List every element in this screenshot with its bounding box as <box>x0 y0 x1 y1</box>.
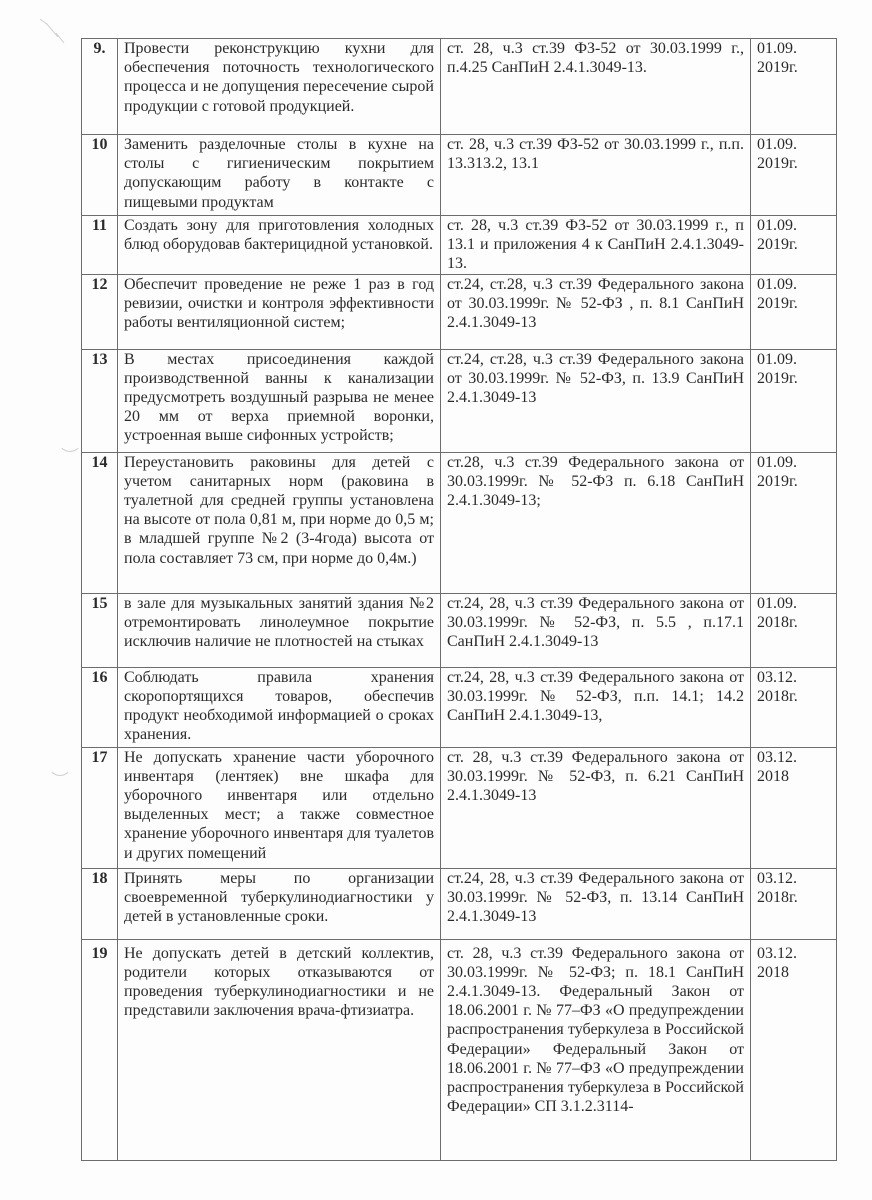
row-number: 15 <box>82 593 118 667</box>
deadline-cell: 01.09. 2019г. <box>751 349 837 452</box>
row-number: 19 <box>82 939 118 1160</box>
row-number: 9. <box>82 39 118 135</box>
action-cell: Переустановить раковины для детей с учетом санитарных норм (раковина в туалетной для средней группы установлена на высоте от пола 0,81 м, при норме до 0,5 м; в младшей группе №2 (3-4года) высота от пола составляет 73 см, при норме до 0,4м.) <box>118 452 441 593</box>
deadline-cell: 01.09. 2019г. <box>751 452 837 593</box>
action-cell: Соблюдать правила хранения скоропортящихся товаров, обеспечив продукт необходимой информацией о сроках хранения. <box>118 667 441 747</box>
action-cell: Заменить разделочные столы в кухне на столы с гигиеническим покрытием допускающим работу в контакте с пищевыми продуктам <box>118 135 441 216</box>
row-number: 12 <box>82 274 118 349</box>
row-number: 17 <box>82 747 118 868</box>
legal-basis-cell: ст.24, 28, ч.3 ст.39 Федерального закона от 30.03.1999г. № 52-ФЗ, п. 5.5 , п.17.1 СанПиН 2.4.1.3049-13 <box>441 593 751 667</box>
legal-basis-cell: ст.24, ст.28, ч.3 ст.39 Федерального закона от 30.03.1999г. № 52-ФЗ , п. 8.1 СанПиН 2.4.1.3049-13 <box>441 274 751 349</box>
table-row <box>82 593 837 667</box>
action-cell: Создать зону для приготовления холодных блюд оборудовав бактерицидной установкой. <box>118 216 441 275</box>
action-cell: Принять меры по организации своевременной туберкулинодиагностики у детей в установленные сроки. <box>118 868 441 939</box>
legal-basis-cell: ст. 28, ч.3 ст.39 ФЗ-52 от 30.03.1999 г., п 13.1 и приложения 4 к СанПиН 2.4.1.3049-13. <box>441 216 751 275</box>
deadline-cell: 03.12. 2018 <box>751 939 837 1160</box>
table-row <box>82 747 837 868</box>
table-row <box>82 452 837 593</box>
row-number: 16 <box>82 667 118 747</box>
action-cell: Не допускать хранение части уборочного инвентаря (лентяек) вне шкафа для уборочного инвентаря или отдельно выделенных мест; а также совместное хранение уборочного инвентаря для туалетов и других помещений <box>118 747 441 868</box>
legal-basis-cell: ст.24, 28, ч.3 ст.39 Федерального закона от 30.03.1999г. № 52-ФЗ, п.п. 14.1; 14.2 СанПиН 2.4.1.3049-13, <box>441 667 751 747</box>
legal-basis-cell: ст. 28, ч.3 ст.39 Федерального закона от 30.03.1999г. № 52-ФЗ; п. 18.1 СанПиН 2.4.1.3049-13. Федеральный Закон от 18.06.2001 г. № 77–ФЗ «О предупреждении распространения туберкулеза в Российской Федерации» Федеральный Закон от 18.06.2001 г. № 77–ФЗ «О предупреждении распространения туберкулеза в Российской Федерации» СП 3.1.2.3114- <box>441 939 751 1160</box>
action-cell: Не допускать детей в детский коллектив, родители которых отказываются от проведения туберкулинодиагностики и не представили заключения врача-фтизиатра. <box>118 939 441 1160</box>
deadline-cell: 03.12. 2018г. <box>751 868 837 939</box>
table-row <box>82 868 837 939</box>
scan-artifact-scribble-icon <box>38 15 68 45</box>
legal-basis-cell: ст. 28, ч.3 ст.39 Федерального закона от 30.03.1999г. № 52-ФЗ, п. 6.21 СанПиН 2.4.1.3049-13 <box>441 747 751 868</box>
action-cell: В местах присоединения каждой производственной ванны к канализации предусмотреть воздушный разрыва не менее 20 мм от верха приемной воронки, устроенная выше сифонных устройств; <box>118 349 441 452</box>
action-cell: в зале для музыкальных занятий здания №2 отремонтировать линолеумное покрытие исключив наличие не плотностей на стыках <box>118 593 441 667</box>
row-number: 14 <box>82 452 118 593</box>
scan-hole-mark <box>48 752 72 776</box>
deadline-cell: 01.09. 2019г. <box>751 39 837 135</box>
deadline-cell: 01.09. 2019г. <box>751 216 837 275</box>
legal-basis-cell: ст. 28, ч.3 ст.39 ФЗ-52 от 30.03.1999 г., п.4.25 СанПиН 2.4.1.3049-13. <box>441 39 751 135</box>
legal-basis-cell: ст.24, ст.28, ч.3 ст.39 Федерального закона от 30.03.1999г. № 52-ФЗ, п. 13.9 СанПиН 2.4.1.3049-13 <box>441 349 751 452</box>
table-row <box>82 939 837 1160</box>
requirements-table <box>81 38 837 1161</box>
legal-basis-cell: ст.24, 28, ч.3 ст.39 Федерального закона от 30.03.1999г. № 52-ФЗ, п. 13.14 СанПиН 2.4.1.3049-13 <box>441 868 751 939</box>
deadline-cell: 01.09. 2018г. <box>751 593 837 667</box>
table-row <box>82 349 837 452</box>
table-row <box>82 667 837 747</box>
legal-basis-cell: ст. 28, ч.3 ст.39 ФЗ-52 от 30.03.1999 г., п.п. 13.313.2, 13.1 <box>441 135 751 216</box>
row-number: 11 <box>82 216 118 275</box>
deadline-cell: 01.09. 2019г. <box>751 135 837 216</box>
table-row <box>82 216 837 275</box>
table-row <box>82 135 837 216</box>
row-number: 13 <box>82 349 118 452</box>
table-row <box>82 274 837 349</box>
deadline-cell: 03.12. 2018г. <box>751 667 837 747</box>
table-row <box>82 39 837 135</box>
row-number: 10 <box>82 135 118 216</box>
scan-hole-mark <box>58 428 82 452</box>
deadline-cell: 01.09. 2019г. <box>751 274 837 349</box>
deadline-cell: 03.12. 2018 <box>751 747 837 868</box>
action-cell: Провести реконструкцию кухни для обеспечения поточность технологического процесса и не допущения пересечение сырой продукции с готовой продукцией. <box>118 39 441 135</box>
row-number: 18 <box>82 868 118 939</box>
legal-basis-cell: ст.28, ч.3 ст.39 Федерального закона от 30.03.1999г. № 52-ФЗ п. 6.18 СанПиН 2.4.1.3049-13; <box>441 452 751 593</box>
action-cell: Обеспечит проведение не реже 1 раз в год ревизии, очистки и контроля эффективности работы вентиляционной систем; <box>118 274 441 349</box>
